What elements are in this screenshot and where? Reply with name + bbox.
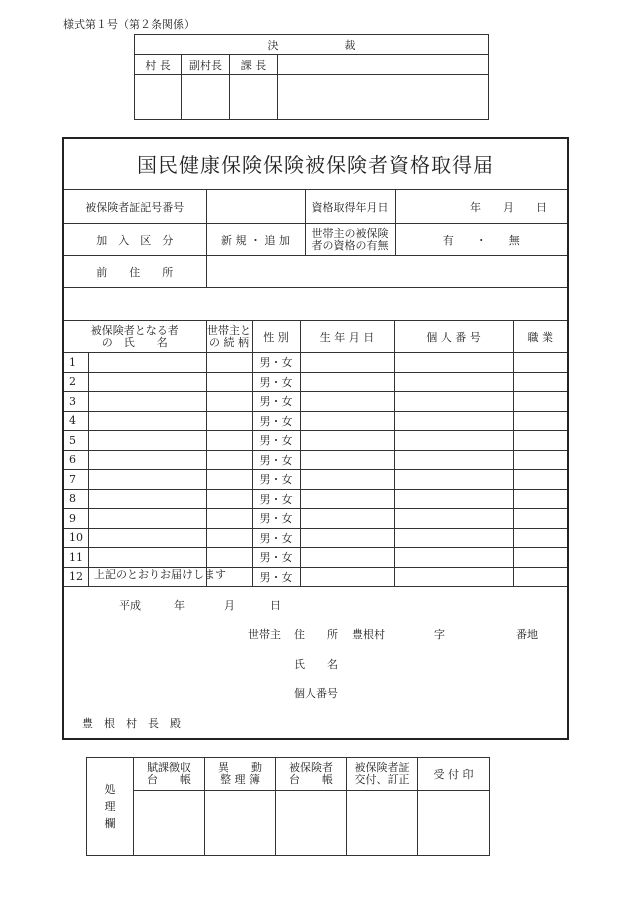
row-my-number-input[interactable] [394,450,513,470]
row-job-input[interactable] [513,450,567,470]
row-my-number-input[interactable] [394,528,513,548]
proc-col-card-issue-l1: 被保険者証 [354,761,410,774]
row-birth-input[interactable] [300,392,394,412]
member-rows [64,353,567,587]
row-job-input[interactable] [513,431,567,451]
row-sex-options[interactable]: 男・女 [252,567,300,587]
householder-label: 世帯主 [248,628,281,641]
householder-my-number-label: 個人番号 [294,687,338,700]
householder-village: 豊根村 [352,628,385,641]
proc-cell-receipt[interactable] [418,791,490,856]
row-job-input[interactable] [513,567,567,587]
proc-cell-tax-ledger[interactable] [134,791,205,856]
row-number: 9 [64,509,88,529]
row-relation-input[interactable] [206,450,252,470]
row-relation-input[interactable] [206,353,252,373]
col-birth-header: 生 年 月 日 [300,321,394,353]
row-sex-options[interactable]: 男・女 [252,353,300,373]
header-fields [64,189,567,288]
declaration: 上記のとおりお届けします [94,568,226,581]
row-name-input[interactable] [88,470,206,490]
row-birth-input[interactable] [300,528,394,548]
row-relation-input[interactable] [206,372,252,392]
row-number: 10 [64,528,88,548]
row-name-input[interactable] [88,528,206,548]
proc-col-change-register-l2: 整 理 簿 [220,773,260,786]
row-job-input[interactable] [513,372,567,392]
approval-stamp-2[interactable] [182,75,230,120]
proc-cell-change-register[interactable] [205,791,276,856]
processing-label [87,758,134,856]
row-my-number-input[interactable] [394,470,513,490]
row-name-input[interactable] [88,431,206,451]
row-job-input[interactable] [513,548,567,568]
row-birth-input[interactable] [300,567,394,587]
approval-section-chief: 課 長 [230,55,278,75]
proc-col-card-issue-l2: 交付、訂正 [354,773,410,786]
table-row [64,509,567,529]
row-number: 7 [64,470,88,490]
row-job-input[interactable] [513,411,567,431]
row-sex-options[interactable]: 男・女 [252,411,300,431]
householder-banchi[interactable]: 番地 [516,628,538,641]
proc-col-insured-ledger-l2: 台 帳 [289,773,333,786]
householder-name-label: 氏 名 [294,658,338,671]
row-job-input[interactable] [513,392,567,412]
approval-stamp-4[interactable] [278,75,489,120]
insured-number-label: 被保険者証記号番号 [64,190,206,224]
approval-blank [278,55,489,75]
row-job-input[interactable] [513,470,567,490]
table-row [64,528,567,548]
row-number: 1 [64,353,88,373]
approval-deputy-head: 副村長 [182,55,230,75]
row-birth-input[interactable] [300,450,394,470]
proc-cell-insured-ledger[interactable] [276,791,347,856]
head-status-label-line2: 者の資格の有無 [311,238,389,252]
row-birth-input[interactable] [300,411,394,431]
householder-aza[interactable]: 字 [434,628,445,641]
col-relation-line1: 世帯主と [207,323,251,337]
row-my-number-input[interactable] [394,548,513,568]
proc-col-change-register [205,758,276,791]
prev-address-input[interactable] [206,256,567,288]
row-relation-input[interactable] [206,392,252,412]
proc-col-tax-ledger-l2: 台 帳 [147,773,191,786]
row-job-input[interactable] [513,489,567,509]
table-row [64,489,567,509]
date-year[interactable]: 年 [174,599,185,612]
row-number: 2 [64,372,88,392]
row-job-input[interactable] [513,509,567,529]
row-name-input[interactable] [88,411,206,431]
processing-box [86,757,490,856]
row-sex-options[interactable]: 男・女 [252,470,300,490]
row-my-number-input[interactable] [394,372,513,392]
head-status-options[interactable]: 有 ・ 無 [395,224,567,256]
row-name-input[interactable] [88,489,206,509]
row-number: 4 [64,411,88,431]
table-row [64,372,567,392]
row-my-number-input[interactable] [394,489,513,509]
row-sex-options[interactable]: 男・女 [252,489,300,509]
table-row [64,470,567,490]
proc-col-insured-ledger-l1: 被保険者 [289,761,333,774]
proc-col-change-register-l1: 異 動 [218,761,262,774]
acquisition-date-input[interactable]: 年 月 日 [395,190,567,224]
proc-col-insured-ledger [276,758,347,791]
row-my-number-input[interactable] [394,509,513,529]
insured-number-input[interactable] [206,190,305,224]
row-number: 6 [64,450,88,470]
row-birth-input[interactable] [300,470,394,490]
row-job-input[interactable] [513,528,567,548]
row-name-input[interactable] [88,548,206,568]
proc-col-card-issue [347,758,418,791]
prev-address-label: 前 住 所 [64,256,206,288]
row-relation-input[interactable] [206,528,252,548]
row-number: 11 [64,548,88,568]
col-job-header: 職 業 [513,321,567,353]
row-birth-input[interactable] [300,372,394,392]
proc-col-receipt: 受 付 印 [418,758,490,791]
col-name-header [64,321,206,353]
row-job-input[interactable] [513,353,567,373]
form-title: 国民健康保険保険被保険者資格取得届 [64,139,567,190]
head-status-label-line1: 世帯主の被保険 [311,226,389,240]
addressee: 豊 根 村 長 殿 [82,717,181,730]
row-name-input[interactable] [88,392,206,412]
proc-col-tax-ledger-l1: 賦課徴収 [147,761,191,774]
row-birth-input[interactable] [300,353,394,373]
main-form [62,137,569,740]
row-my-number-input[interactable] [394,411,513,431]
col-relation-header [206,321,252,353]
member-table [64,320,567,587]
proc-cell-card-issue[interactable] [347,791,418,856]
col-name-line2: の 氏 名 [101,335,168,349]
col-my-number-header: 個 人 番 号 [394,321,513,353]
householder-address-label: 住 所 [294,628,338,641]
processing-label-1: 処 [104,783,116,796]
table-row [64,450,567,470]
row-birth-input[interactable] [300,548,394,568]
row-birth-input[interactable] [300,431,394,451]
date-month[interactable]: 月 [224,599,235,612]
col-name-line1: 被保険者となる者 [90,323,179,337]
row-my-number-input[interactable] [394,431,513,451]
approval-header: 決 裁 [135,35,489,55]
row-name-input[interactable] [88,509,206,529]
row-my-number-input[interactable] [394,567,513,587]
processing-label-2: 理 [104,800,116,813]
approval-stamp-1[interactable] [135,75,182,120]
row-relation-input[interactable] [206,509,252,529]
row-name-input[interactable] [88,372,206,392]
acquisition-date-label: 資格取得年月日 [305,190,395,224]
approval-box [134,34,489,120]
approval-village-head: 村 長 [135,55,182,75]
row-number: 12 [64,567,88,587]
row-relation-input[interactable] [206,489,252,509]
enroll-type-label: 加 入 区 分 [64,224,206,256]
table-row [64,548,567,568]
row-sex-options[interactable]: 男・女 [252,528,300,548]
form-number: 様式第１号（第２条関係） [63,18,195,31]
row-name-input[interactable] [88,353,206,373]
row-relation-input[interactable] [206,548,252,568]
table-row [64,353,567,373]
row-number: 3 [64,392,88,412]
table-row [64,392,567,412]
row-birth-input[interactable] [300,489,394,509]
row-relation-input[interactable] [206,411,252,431]
row-sex-options[interactable]: 男・女 [252,392,300,412]
approval-stamp-3[interactable] [230,75,278,120]
row-sex-options[interactable]: 男・女 [252,509,300,529]
row-relation-input[interactable] [206,431,252,451]
row-my-number-input[interactable] [394,392,513,412]
row-sex-options[interactable]: 男・女 [252,450,300,470]
proc-col-tax-ledger [134,758,205,791]
processing-label-3: 欄 [104,817,116,830]
row-number: 5 [64,431,88,451]
row-sex-options[interactable]: 男・女 [252,431,300,451]
row-sex-options[interactable]: 男・女 [252,372,300,392]
table-row [64,431,567,451]
head-status-label [305,224,395,256]
row-name-input[interactable] [88,450,206,470]
col-relation-line2: の 続 柄 [209,335,249,349]
col-sex-header: 性 別 [252,321,300,353]
row-relation-input[interactable] [206,470,252,490]
date-era: 平成 [119,599,141,612]
table-row [64,411,567,431]
enroll-type-options[interactable]: 新 規 ・ 追 加 [206,224,305,256]
row-my-number-input[interactable] [394,353,513,373]
date-day[interactable]: 日 [270,599,281,612]
row-number: 8 [64,489,88,509]
row-birth-input[interactable] [300,509,394,529]
row-sex-options[interactable]: 男・女 [252,548,300,568]
